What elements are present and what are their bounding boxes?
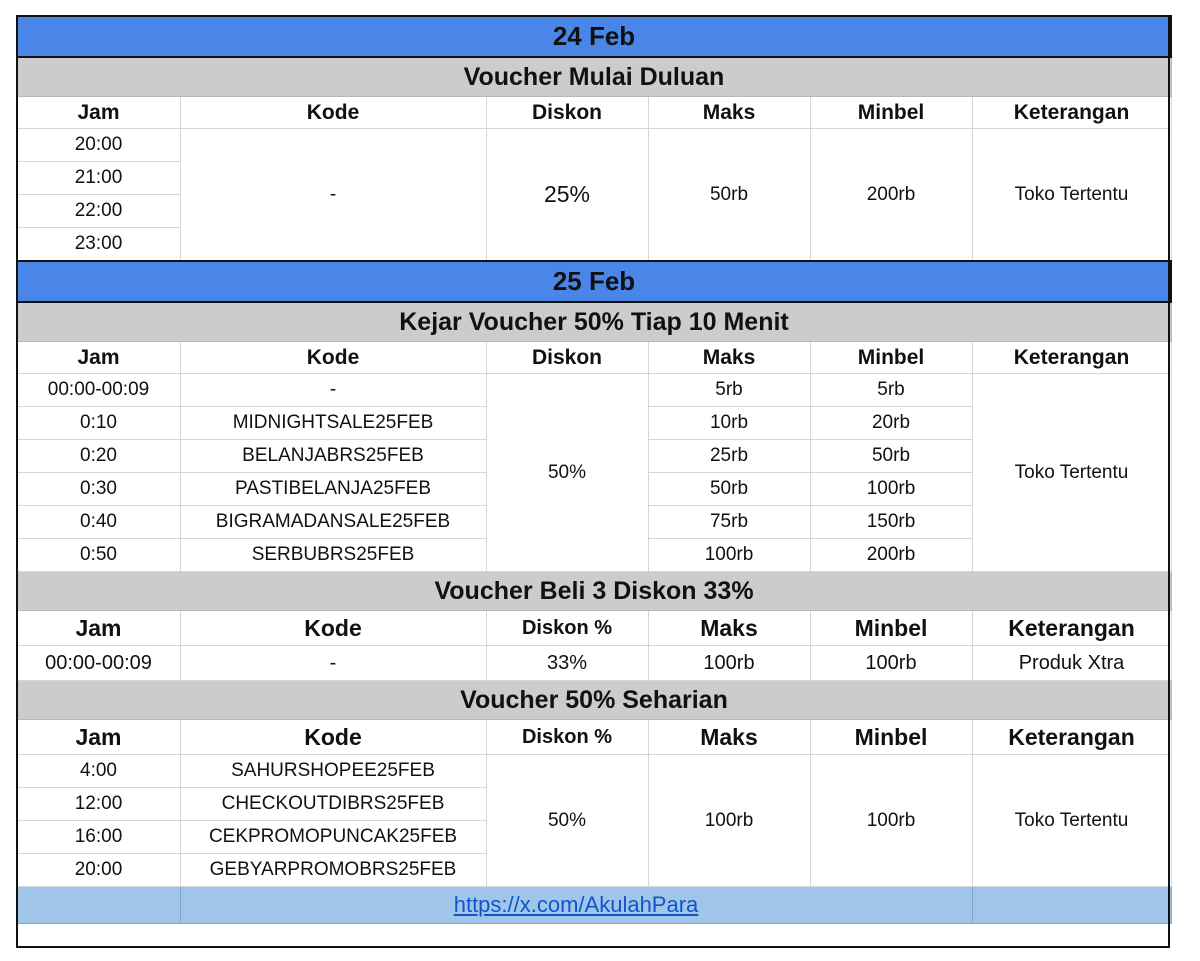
cell-diskon: 50% <box>486 374 648 572</box>
cell-jam: 20:00 <box>17 854 180 887</box>
date-header-24feb: 24 Feb <box>17 16 1171 57</box>
cell-jam: 0:30 <box>17 473 180 506</box>
header-keterangan: Keterangan <box>972 611 1171 646</box>
header-diskon: Diskon <box>486 342 648 374</box>
cell-keterangan: Toko Tertentu <box>972 374 1171 572</box>
cell-jam: 20:00 <box>17 129 180 162</box>
cell-keterangan: Produk Xtra <box>972 646 1171 681</box>
header-keterangan: Keterangan <box>972 97 1171 129</box>
cell-jam: 4:00 <box>17 755 180 788</box>
header-maks: Maks <box>648 97 810 129</box>
cell-maks: 25rb <box>648 440 810 473</box>
footer-empty-cell <box>972 887 1171 924</box>
cell-diskon: 25% <box>486 129 648 262</box>
cell-maks: 100rb <box>648 539 810 572</box>
header-maks: Maks <box>648 342 810 374</box>
cell-kode: SAHURSHOPEE25FEB <box>180 755 486 788</box>
cell-maks: 50rb <box>648 473 810 506</box>
cell-kode: SERBUBRS25FEB <box>180 539 486 572</box>
cell-maks: 10rb <box>648 407 810 440</box>
section-title-seharian: Voucher 50% Seharian <box>17 681 1171 720</box>
header-keterangan: Keterangan <box>972 720 1171 755</box>
cell-keterangan: Toko Tertentu <box>972 755 1171 887</box>
cell-jam: 22:00 <box>17 195 180 228</box>
cell-jam: 16:00 <box>17 821 180 854</box>
voucher-schedule <box>16 15 1170 924</box>
header-kode: Kode <box>180 720 486 755</box>
cell-kode: CEKPROMOPUNCAK25FEB <box>180 821 486 854</box>
cell-kode: CHECKOUTDIBRS25FEB <box>180 788 486 821</box>
cell-kode: - <box>180 129 486 262</box>
header-diskon: Diskon <box>486 97 648 129</box>
header-kode: Kode <box>180 97 486 129</box>
cell-minbel: 200rb <box>810 539 972 572</box>
cell-kode: BELANJABRS25FEB <box>180 440 486 473</box>
cell-jam: 0:10 <box>17 407 180 440</box>
section-title-mulai-duluan: Voucher Mulai Duluan <box>17 57 1171 97</box>
cell-kode: MIDNIGHTSALE25FEB <box>180 407 486 440</box>
cell-jam: 0:50 <box>17 539 180 572</box>
cell-jam: 00:00-00:09 <box>17 646 180 681</box>
cell-minbel: 100rb <box>810 646 972 681</box>
cell-jam: 0:40 <box>17 506 180 539</box>
cell-minbel: 5rb <box>810 374 972 407</box>
voucher-table <box>16 15 1172 924</box>
header-diskon: Diskon % <box>486 611 648 646</box>
cell-jam: 12:00 <box>17 788 180 821</box>
header-minbel: Minbel <box>810 97 972 129</box>
date-header-25feb: 25 Feb <box>17 261 1171 302</box>
cell-jam: 00:00-00:09 <box>17 374 180 407</box>
cell-diskon: 50% <box>486 755 648 887</box>
cell-minbel: 100rb <box>810 755 972 887</box>
header-kode: Kode <box>180 611 486 646</box>
cell-kode: - <box>180 374 486 407</box>
cell-keterangan: Toko Tertentu <box>972 129 1171 262</box>
cell-minbel: 20rb <box>810 407 972 440</box>
cell-diskon: 33% <box>486 646 648 681</box>
cell-minbel: 200rb <box>810 129 972 262</box>
cell-kode: - <box>180 646 486 681</box>
cell-maks: 75rb <box>648 506 810 539</box>
header-keterangan: Keterangan <box>972 342 1171 374</box>
header-maks: Maks <box>648 611 810 646</box>
section-title-beli-3: Voucher Beli 3 Diskon 33% <box>17 572 1171 611</box>
header-jam: Jam <box>17 720 180 755</box>
header-minbel: Minbel <box>810 720 972 755</box>
cell-maks: 50rb <box>648 129 810 262</box>
footer-empty-cell <box>17 887 180 924</box>
section-title-kejar-voucher: Kejar Voucher 50% Tiap 10 Menit <box>17 302 1171 342</box>
cell-jam: 23:00 <box>17 228 180 262</box>
header-diskon: Diskon % <box>486 720 648 755</box>
header-maks: Maks <box>648 720 810 755</box>
cell-minbel: 100rb <box>810 473 972 506</box>
cell-minbel: 150rb <box>810 506 972 539</box>
header-jam: Jam <box>17 611 180 646</box>
cell-maks: 5rb <box>648 374 810 407</box>
cell-minbel: 50rb <box>810 440 972 473</box>
twitter-link[interactable]: https://x.com/AkulahPara <box>453 892 699 917</box>
cell-maks: 100rb <box>648 646 810 681</box>
header-kode: Kode <box>180 342 486 374</box>
cell-kode: GEBYARPROMOBRS25FEB <box>180 854 486 887</box>
header-jam: Jam <box>17 97 180 129</box>
cell-jam: 21:00 <box>17 162 180 195</box>
footer-link-cell <box>180 887 972 924</box>
cell-maks: 100rb <box>648 755 810 887</box>
header-minbel: Minbel <box>810 342 972 374</box>
header-minbel: Minbel <box>810 611 972 646</box>
cell-kode: PASTIBELANJA25FEB <box>180 473 486 506</box>
header-jam: Jam <box>17 342 180 374</box>
cell-jam: 0:20 <box>17 440 180 473</box>
cell-kode: BIGRAMADANSALE25FEB <box>180 506 486 539</box>
